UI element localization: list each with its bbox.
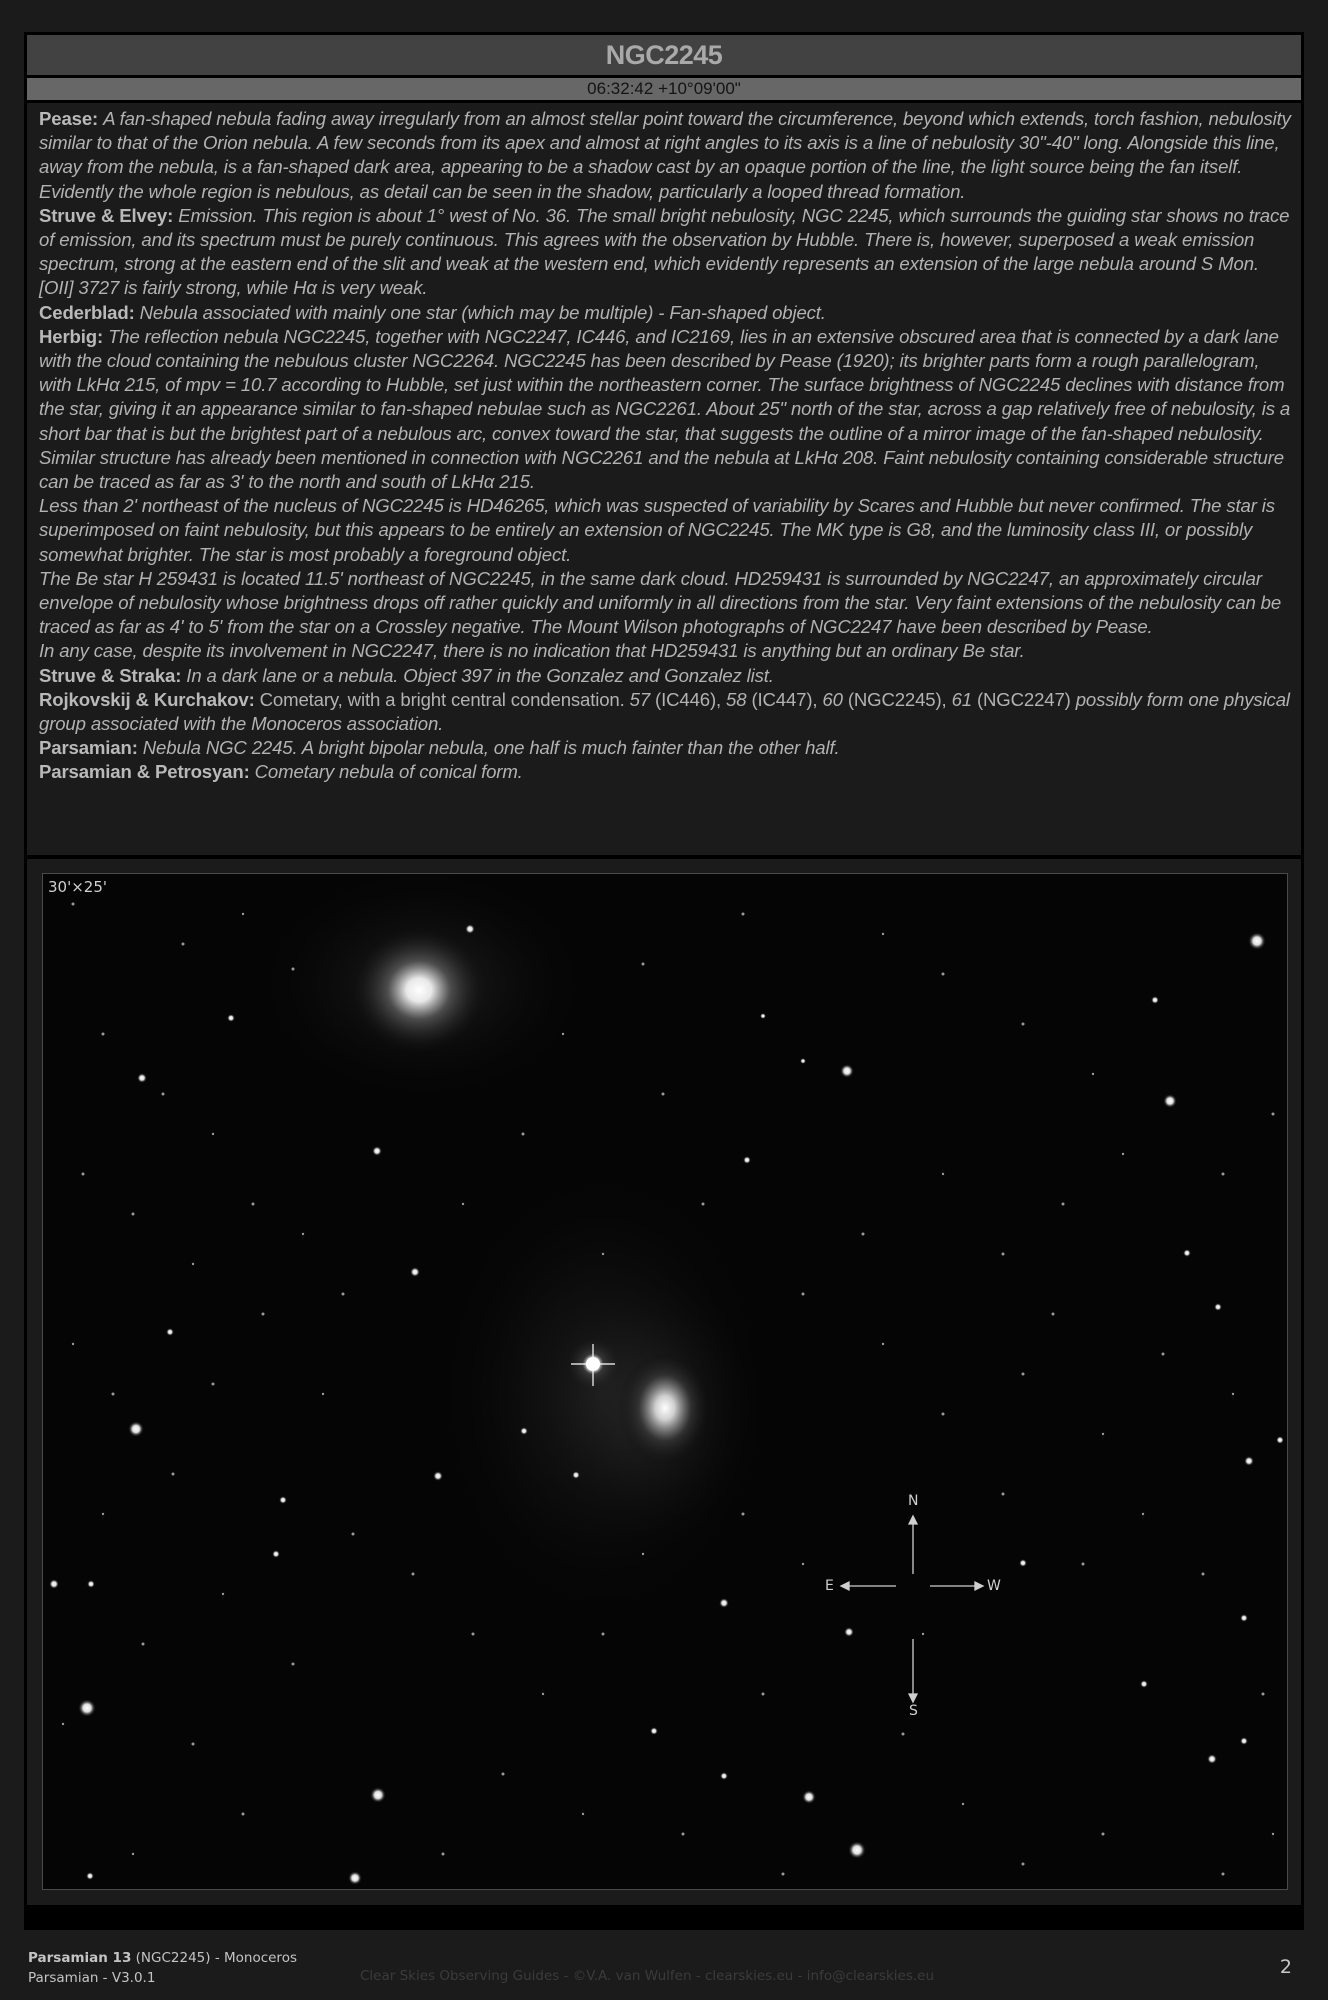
description-text: In a dark lane or a nebula. Object 397 in the Gonzalez and Gonzalez list. (186, 664, 774, 686)
object-title: NGC2245 (27, 35, 1301, 75)
author-label: Struve & Elvey (39, 204, 168, 226)
description-text: The reflection nebula NGC2245, together with NGC2247, IC446, and IC2169, lies in an extensive obscured area that is connected by a dark lane with the cloud containing the nebulous cluster NGC2264. NGC2245 has been described by Pease (1920); its brighter parts form a rough parallelogram, with LkHα 215, of mpv = 10.7 according to Hubble, set just within the northeastern corner. The surface brightness of NGC2245 declines with distance from the star, giving it an appearance similar to fan-shaped nebulae such as NGC2261. About 25" north of the star, across a gap relatively free of nebulosity, is a short bar that is but the brightest part of a nebulous arc, convex toward the star, that suggests the outline of a mirror image of the fan-shaped nebulosity. Similar structure has already been mentioned in connection with NGC2261 and the nebula at LkHα 208. Faint nebulosity containing considerable structure can be traced as far as 3' to the north and south of LkHα 215. (39, 325, 1291, 493)
author-label: Rojkovskij & Kurchakov (39, 688, 249, 710)
star-field-image (43, 874, 1287, 1890)
description-text: Emission. This region is about 1° west of No. 36. The small bright nebulosity, NGC 2245, which surrounds the guiding star shows no trace of emission, and its spectrum must be purely continuous. This agrees with the observation by Hubble. There is, however, superposed a weak emission spectrum, strong at the eastern end of the slit and weak at the western end, which evidently represents an extension of the large nebula around S Mon. [OII] 3727 is fairly strong, while Hα is very weak. (39, 204, 1290, 299)
description-continuation (39, 639, 1291, 663)
description-entry: Struve & Straka: In a dark lane or a nebula. Object 397 in the Gonzalez and Gonzalez list. (39, 664, 774, 686)
footer-catalog-version: Parsamian - V3.0.1 (28, 1970, 156, 1986)
description-text: In any case, despite its involvement in NGC2247, there is no indication that HD259431 is anything but an ordinary Be star. (39, 640, 1025, 662)
compass-east-label: E (825, 1578, 834, 1594)
description-text: A fan-shaped nebula fading away irregularly from an almost stellar point toward the circumference, beyond which extends, torch fashion, nebulosity similar to that of the Orion nebula. A few seconds from its apex and almost at right angles to its axis is a line of nebulosity 30"-40" long. Alongside this line, away from the nebula, is a fan-shaped dark area, appearing to be a shadow cast by an opaque portion of the line, the light source being the fan itself. Evidently the whole region is nebulous, as detail can be seen in the shadow, particularly a looped thread formation. (39, 108, 1291, 202)
description-text: Nebula associated with mainly one star (which may be multiple) - Fan-shaped object. (139, 301, 826, 323)
description-entry: Struve & Elvey: Emission. This region is about 1° west of No. 36. The small bright nebulosity, NGC 2245, which surrounds the guiding star shows no trace of emission, and its spectrum must be purely continuous. This agrees with the observation by Hubble. There is, however, superposed a weak emission spectrum, strong at the eastern end of the slit and weak at the western end, which evidently represents an extension of the large nebula around S Mon. [OII] 3727 is fairly strong, while Hα is very weak. (39, 204, 1290, 299)
author-label: Cederblad (39, 301, 129, 323)
footer-object-info (28, 1948, 297, 1988)
footer-object-name: Parsamian 13 (28, 1950, 132, 1966)
nebula-photograph (42, 873, 1288, 1890)
description-entry: Parsamian: Nebula NGC 2245. A bright bipolar nebula, one half is much fainter than the other half. (39, 737, 840, 759)
compass-south-label: S (909, 1703, 918, 1719)
description-text: Nebula NGC 2245. A bright bipolar nebula, one half is much fainter than the other half. (142, 737, 840, 759)
footer-credits: Clear Skies Observing Guides - ©V.A. van Wulfen - clearskies.eu - info@clearskies.eu (360, 1968, 935, 1984)
object-coordinates: 06:32:42 +10°09'00" (27, 78, 1301, 100)
author-label: Parsamian (39, 737, 132, 759)
description-entry: Cederblad: Nebula associated with mainly one star (which may be multiple) - Fan-shaped object. (39, 301, 826, 323)
footer-object-alias: (NGC2245) - Monoceros (135, 1950, 297, 1966)
author-label: Herbig (39, 325, 97, 347)
description-entry: Rojkovskij & Kurchakov: Cometary, with a bright central condensation. 57 (IC446), 58 (IC447), 60 (NGC2245), 61 (NGC2247) possibly form one physical group associated with the Monoceros association. (39, 688, 1290, 735)
description-text: The Be star H 259431 is located 11.5' northeast of NGC2245, in the same dark cloud. HD259431 is surrounded by NGC2247, an approximately circular envelope of nebulosity whose brightness drops off rather quickly and uniformly in all directions from the star. Very faint extensions of the nebulosity can be traced as far as 4' to 5' from the star on a Crossley negative. The Mount Wilson photographs of NGC2247 have been described by Pease. (39, 567, 1282, 638)
description-continuation (39, 494, 1291, 567)
image-frame (27, 859, 1301, 1905)
author-label: Struve & Straka (39, 664, 176, 686)
descriptions-section (27, 103, 1301, 855)
description-entry: Herbig: The reflection nebula NGC2245, together with NGC2247, IC446, and IC2169, lies in an extensive obscured area that is connected by a dark lane with the cloud containing the nebulous cluster NGC2264. NGC2245 has been described by Pease (1920); its brighter parts form a rough parallelogram, with LkHα 215, of mpv = 10.7 according to Hubble, set just within the northeastern corner. The surface brightness of NGC2245 declines with distance from the star, giving it an appearance similar to fan-shaped nebulae such as NGC2261. About 25" north of the star, across a gap relatively free of nebulosity, is a short bar that is but the brightest part of a nebulous arc, convex toward the star, that suggests the outline of a mirror image of the fan-shaped nebulosity. Similar structure has already been mentioned in connection with NGC2261 and the nebula at LkHα 208. Faint nebulosity containing considerable structure can be traced as far as 3' to the north and south of LkHα 215. (39, 325, 1291, 493)
field-of-view-label: 30'×25' (48, 878, 107, 896)
description-text: Cometary nebula of conical form. (254, 761, 523, 783)
description-entry: Pease: A fan-shaped nebula fading away irregularly from an almost stellar point toward the circumference, beyond which extends, torch fashion, nebulosity similar to that of the Orion nebula. A few seconds from its apex and almost at right angles to its axis is a line of nebulosity 30"-40" long. Alongside this line, away from the nebula, is a fan-shaped dark area, appearing to be a shadow cast by an opaque portion of the line, the light source being the fan itself. Evidently the whole region is nebulous, as detail can be seen in the shadow, particularly a looped thread formation. (39, 108, 1291, 202)
description-continuation (39, 567, 1291, 640)
compass-north-label: N (908, 1493, 919, 1509)
compass-west-label: W (987, 1578, 1001, 1594)
page-number: 2 (1279, 1956, 1292, 1978)
description-text: Less than 2' northeast of the nucleus of NGC2245 is HD46265, which was suspected of variability by Scares and Hubble but never confirmed. The star is superimposed on faint nebulosity, but this appears to be entirely an extension of NGC2245. The MK type is G8, and the luminosity class III, or possibly somewhat brighter. The star is most probably a foreground object. (39, 495, 1275, 565)
object-panel (24, 32, 1304, 1930)
description-entry: Parsamian & Petrosyan: Cometary nebula of conical form. (39, 761, 523, 783)
compass-rose (841, 1516, 983, 1702)
author-label: Parsamian & Petrosyan (39, 761, 244, 783)
author-label: Pease (39, 108, 93, 129)
